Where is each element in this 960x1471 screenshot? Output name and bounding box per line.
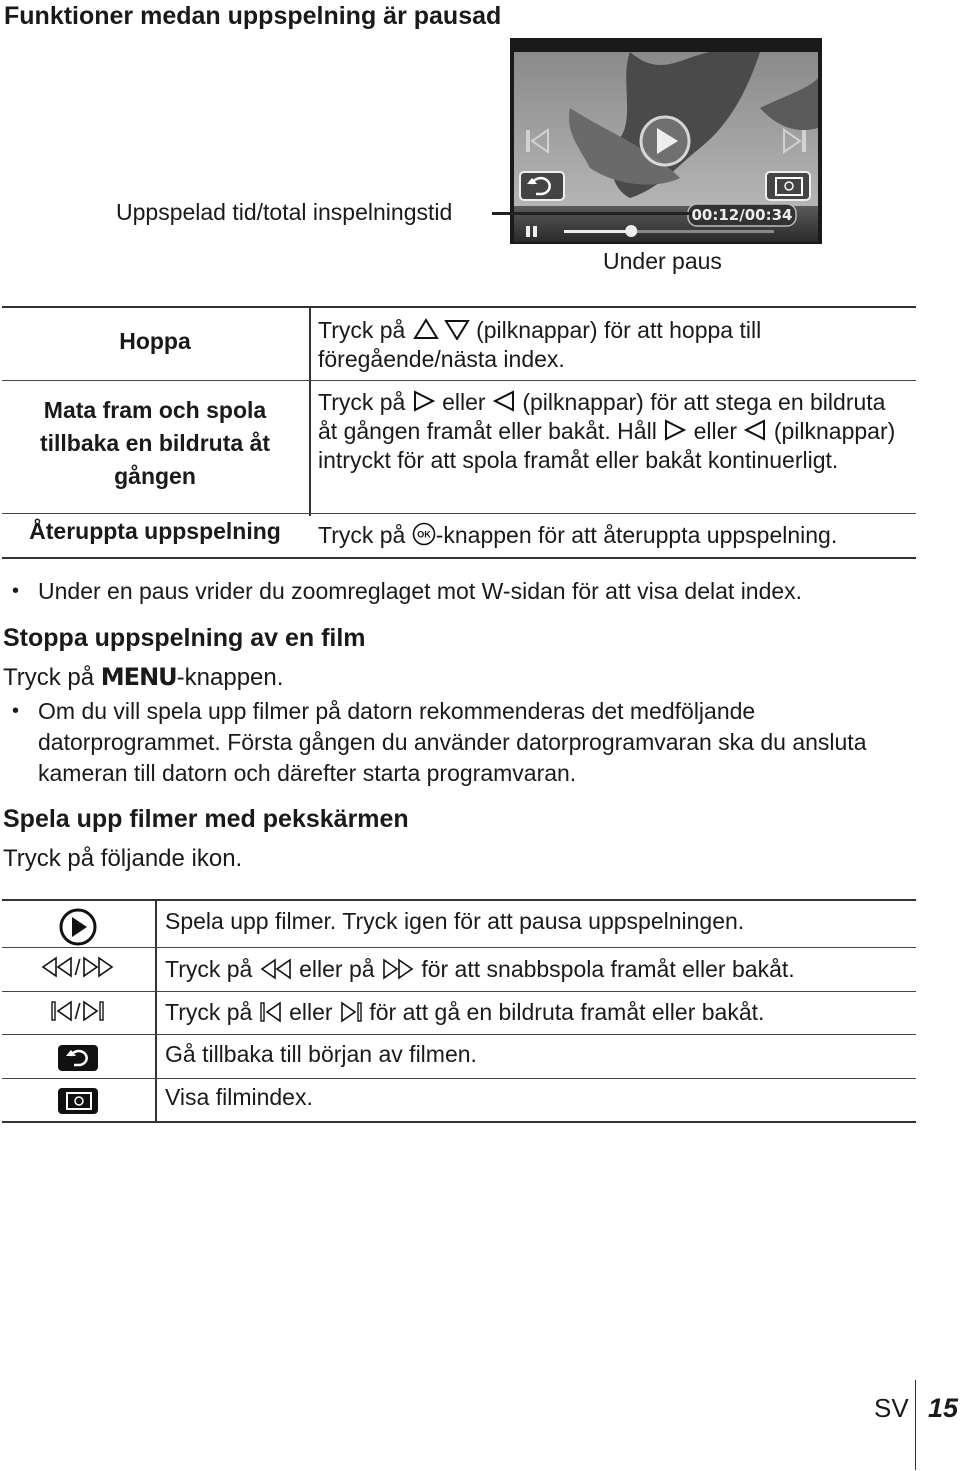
- touch-fast-text: Tryck på eller på för att snabbspola framåt eller bakåt.: [165, 956, 795, 982]
- touch-frame-icons[interactable]: /: [0, 999, 155, 1025]
- fast-rewind-icon[interactable]: [40, 956, 74, 978]
- svg-text:OK: OK: [416, 529, 431, 540]
- left-arrow-icon: [492, 390, 516, 412]
- elapsed-time-callout: Uppspelad tid/total inspelningstid: [116, 199, 453, 225]
- frame-forward-icon[interactable]: [81, 1000, 105, 1022]
- row-text-skip: Tryck på (pilknappar) för att hoppa till föregående/nästa index.: [318, 317, 762, 372]
- skip-forward-icon[interactable]: [784, 130, 806, 152]
- touch-instruction: Tryck på följande ikon.: [3, 845, 243, 872]
- row-rule: [2, 513, 916, 514]
- touch-return-icon[interactable]: [0, 1044, 155, 1077]
- right-arrow-icon: [412, 390, 436, 412]
- icon-table-top-rule: [2, 899, 916, 901]
- pause-indicator-icon: [526, 226, 537, 237]
- language-code: SV: [874, 1393, 909, 1423]
- row-text-frame-step: Tryck på eller (pilknappar) för att stega en bildruta åt gången framåt eller bakåt. Håll eller (pilknappar) intryckt för att spola framåt eller bakåt kontinuerligt.: [318, 389, 896, 473]
- touch-return-text: Gå tillbaka till början av filmen.: [165, 1041, 477, 1067]
- touch-index-text: Visa filmindex.: [165, 1084, 313, 1110]
- touch-heading: Spela upp filmer med pekskärmen: [3, 805, 409, 833]
- row-rule: [2, 1078, 916, 1079]
- elapsed-total-time: 00:12/00:34: [691, 206, 793, 224]
- touch-play-text: Spela upp filmer. Tryck igen för att pausa uppspelningen.: [165, 908, 745, 934]
- row-label-skip: Hoppa: [119, 328, 191, 354]
- touch-play-icon[interactable]: [0, 907, 155, 952]
- zoom-note: • Under en paus vrider du zoomreglaget mot W-sidan för att visa delat index.: [38, 576, 938, 607]
- menu-key-label: MENU: [100, 663, 177, 691]
- row-text-resume: Tryck på OK -knappen för att återuppta uppspelning.: [318, 522, 838, 548]
- icon-table-bottom-rule: [2, 1121, 916, 1123]
- touch-frame-text: Tryck på eller för att gå en bildruta framåt eller bakåt.: [165, 999, 765, 1025]
- left-arrow-icon: [743, 419, 767, 441]
- row-label-frame-step: Mata fram och spola tillbaka en bildruta åt gången: [39, 397, 271, 489]
- page-number: 15: [928, 1393, 959, 1423]
- stop-heading: Stoppa uppspelning av en film: [3, 624, 366, 652]
- touch-index-icon[interactable]: [0, 1087, 155, 1120]
- row-rule: [2, 380, 916, 381]
- movie-index-icon[interactable]: [766, 172, 810, 200]
- progress-fill: [564, 230, 631, 233]
- table-top-rule: [2, 306, 916, 308]
- up-down-arrows-icon: [412, 318, 470, 340]
- paused-callout: Under paus: [603, 248, 722, 274]
- play-icon[interactable]: [641, 117, 689, 165]
- icon-table-divider: [155, 899, 157, 1121]
- row-label-resume: Återuppta uppspelning: [29, 518, 281, 544]
- frame-back-icon[interactable]: [50, 1000, 74, 1022]
- return-icon[interactable]: [520, 172, 564, 200]
- stop-instruction: Tryck på MENU-knappen.: [3, 663, 284, 691]
- ok-button-icon: [412, 522, 436, 546]
- fast-rewind-icon: [259, 958, 293, 980]
- table-bottom-rule: [2, 557, 916, 559]
- callout-line: [492, 212, 692, 215]
- computer-note: • Om du vill spela upp filmer på datorn rekommenderas det medföljande datorprogrammet. Första gången du använder datorprogramvaran ska du ansluta kameran till datorn och därefter starta programvaran.: [38, 696, 918, 789]
- page-heading: Funktioner medan uppspelning är pausad: [4, 2, 502, 30]
- table-divider: [309, 306, 311, 516]
- row-rule: [2, 991, 916, 992]
- frame-back-icon: [259, 1001, 283, 1023]
- fast-forward-icon: [381, 958, 415, 980]
- footer-divider: [915, 1380, 916, 1470]
- skip-back-icon[interactable]: [526, 130, 548, 152]
- touch-fast-icons[interactable]: /: [0, 955, 155, 981]
- progress-knob[interactable]: [625, 225, 637, 237]
- frame-forward-icon: [339, 1001, 363, 1023]
- row-rule: [2, 947, 916, 948]
- row-rule: [2, 1034, 916, 1035]
- fast-forward-icon[interactable]: [81, 956, 115, 978]
- right-arrow-icon: [663, 419, 687, 441]
